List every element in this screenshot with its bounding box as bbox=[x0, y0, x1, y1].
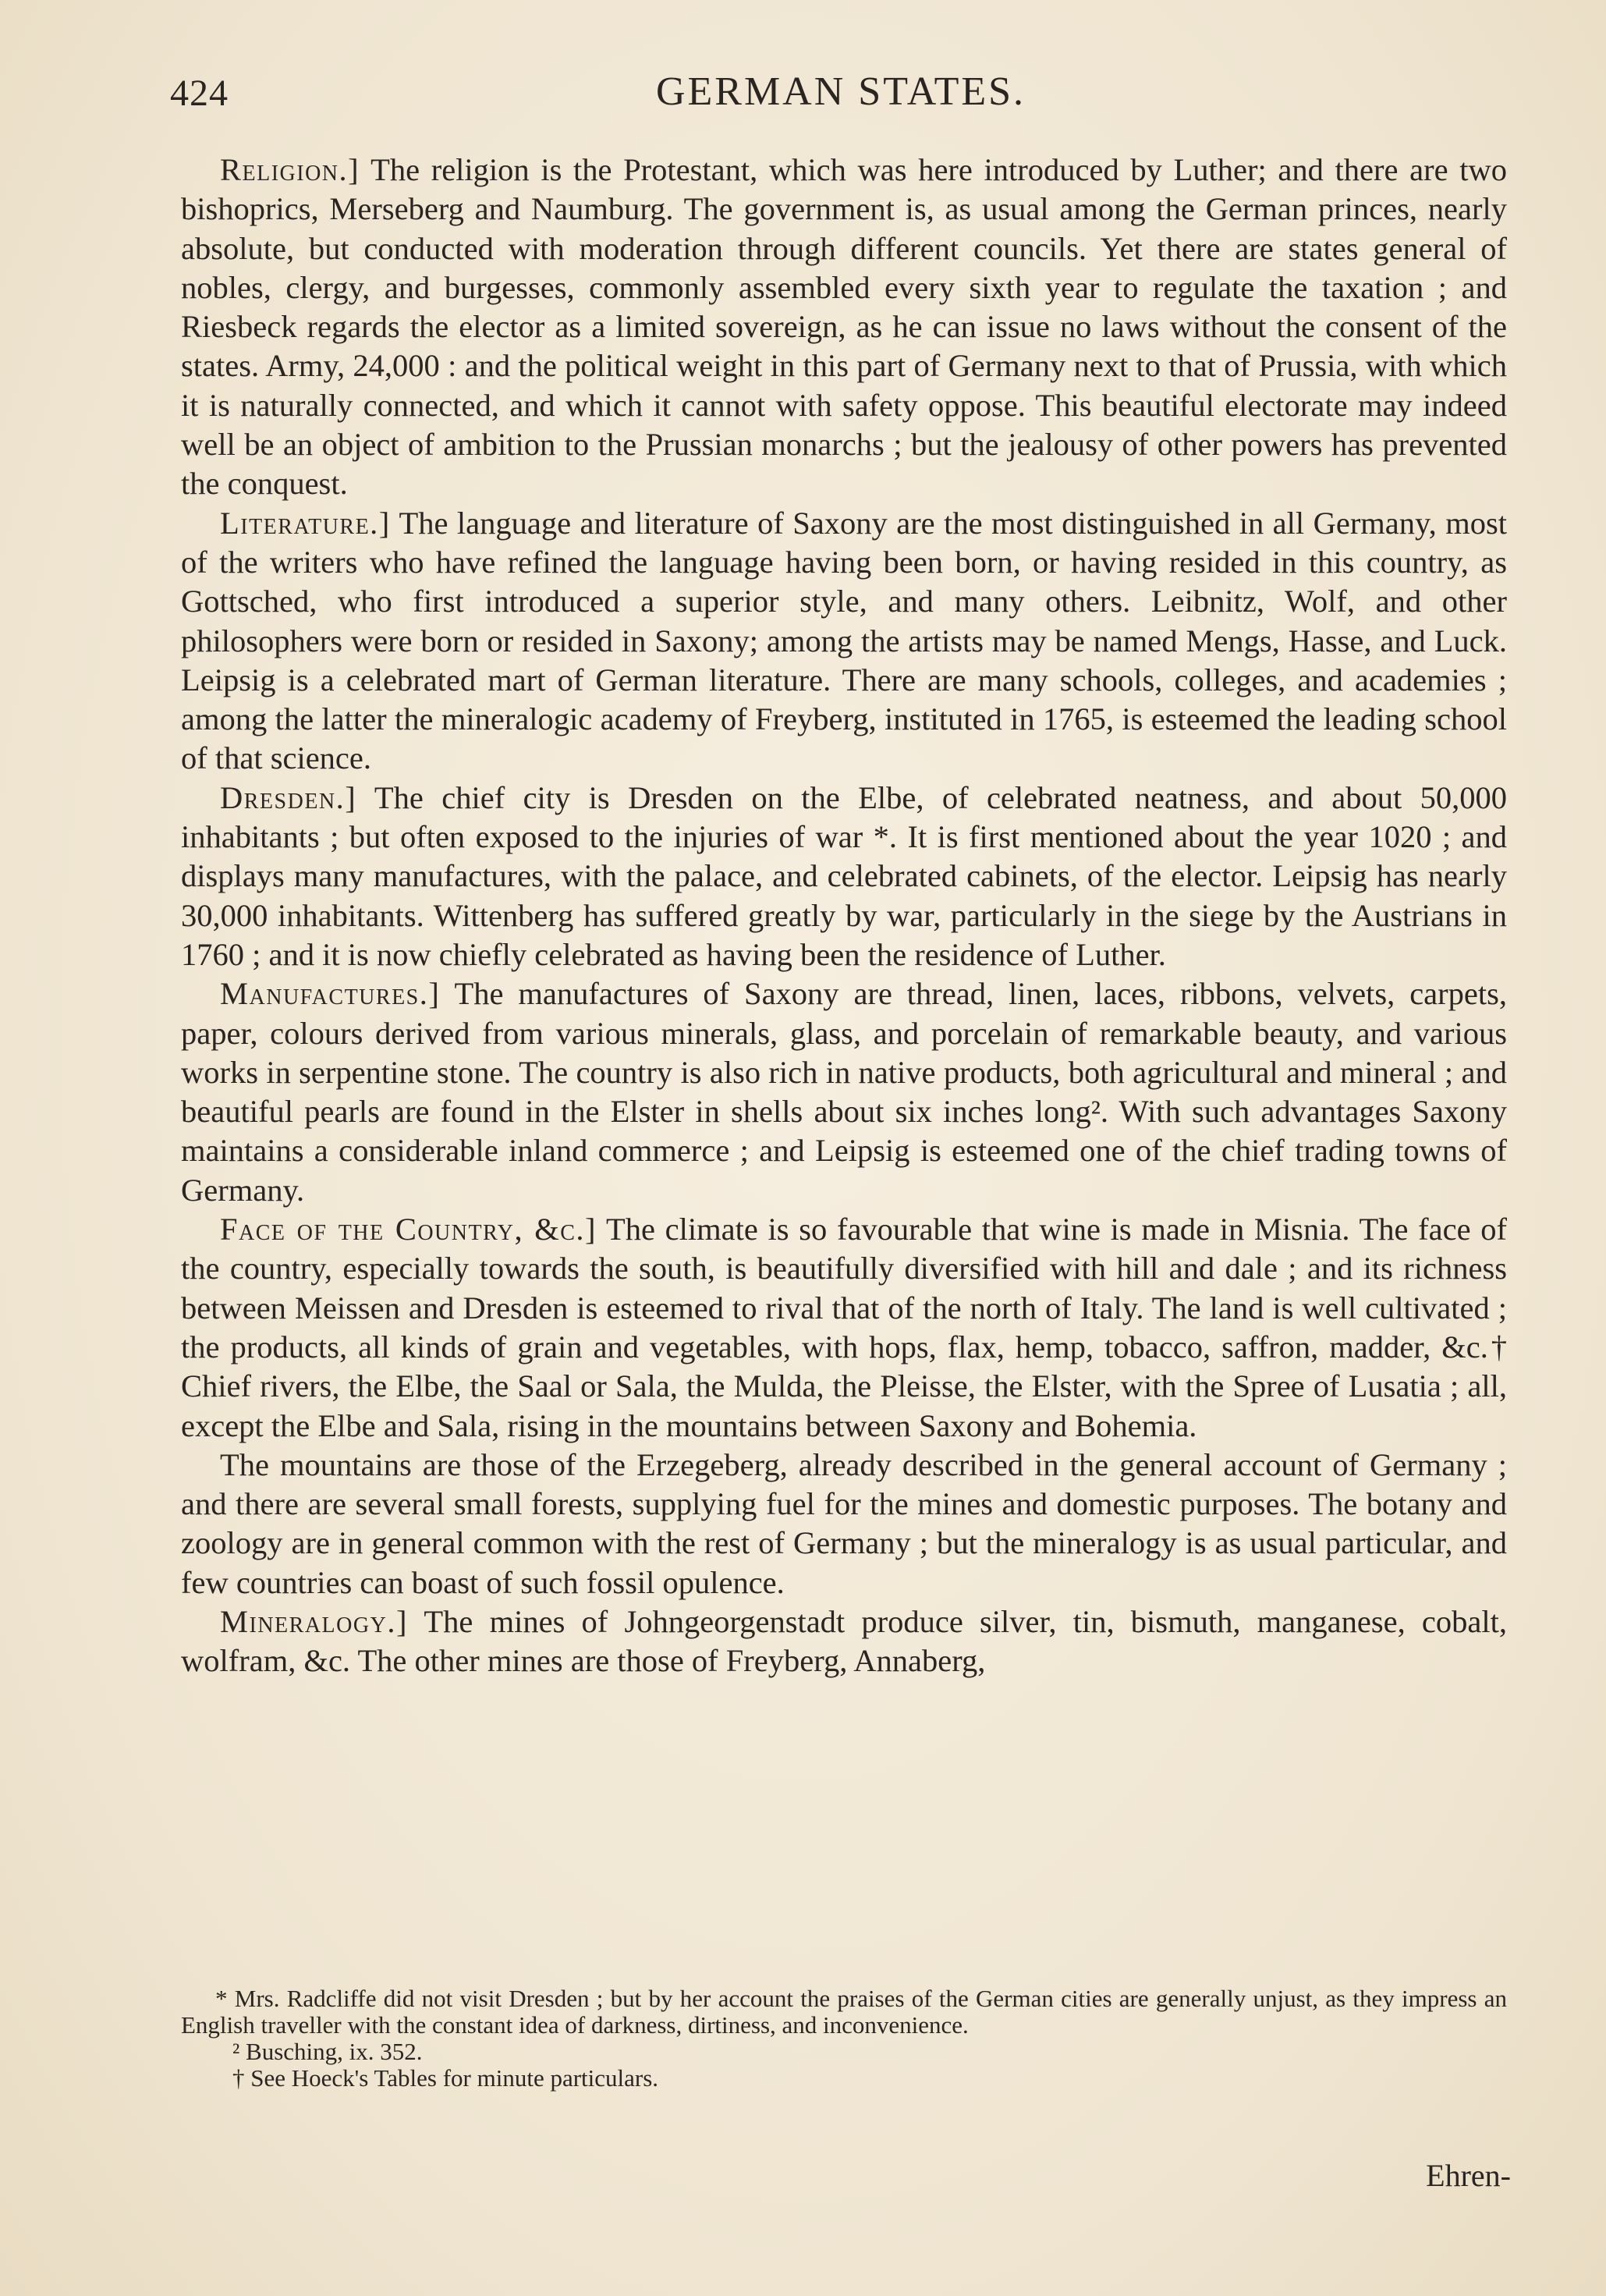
footnote-dagger: † See Hoeck's Tables for minute particulars. bbox=[232, 2064, 659, 2092]
paragraph-religion bbox=[181, 151, 1507, 504]
paragraph-text: The climate is so favourable that wine is made in Misnia. The face of the country, especially towards the south, is beautifully diversified with hill and dale ; and its richness between Meissen and Dresden is esteemed to rival that of the north of Italy. The land is well cultivated ; the products, all kinds of grain and vegetables, with hops, flax, hemp, tobacco, saffron, madder, &c.† Chief rivers, the Elbe, the Saal or Sala, the Mulda, the Pleisse, the Elster, with the Spree of Lusatia ; all, except the Elbe and Sala, rising in the mountains between Saxony and Bohemia. bbox=[181, 1212, 1507, 1443]
page-number: 424 bbox=[170, 73, 229, 114]
section-heading: Dresden.] bbox=[220, 779, 357, 815]
paragraph-manufactures bbox=[181, 974, 1507, 1210]
paragraph-text: The mountains are those of the Erzegeberg, already described in the general account of Germany ; and there are several small forests, supplying fuel for the mines and domestic purposes. The botany and zoology are in general common with the rest of Germany ; but the mineralogy is as usual particular, and few countries can boast of such fossil opulence. bbox=[181, 1446, 1507, 1600]
section-heading: Face of the Country, &c.] bbox=[220, 1212, 597, 1247]
page-header bbox=[170, 69, 1512, 126]
section-heading: Manufactures.] bbox=[220, 976, 441, 1012]
section-heading: Literature.] bbox=[220, 505, 391, 541]
body-text bbox=[181, 151, 1507, 1681]
paragraph-text: The mines of Johngeorgenstadt produce silver, tin, bismuth, manganese, cobalt, wolfram, &c. The other mines are those of Freyberg, Annaberg, bbox=[181, 1603, 1507, 1679]
footnotes bbox=[181, 1985, 1507, 2092]
section-heading: Mineralogy.] bbox=[220, 1603, 408, 1639]
section-heading: Religion.] bbox=[220, 152, 360, 187]
paragraph-text: The language and literature of Saxony are the most distinguished in all Germany, most of the writers who have refined the language having been born, or having resided in this country, as Gottsched, who first introduced a superior style, and many others. Leibnitz, Wolf, and other philosophers were born or resided in Saxony; among the artists may be named Mengs, Hasse, and Luck. Leipsig is a celebrated mart of German literature. There are many schools, colleges, and academies ; among the latter the mineralogic academy of Freyberg, instituted in 1765, is esteemed the leading school of that science. bbox=[181, 505, 1507, 776]
paragraph-mountains bbox=[181, 1446, 1507, 1602]
paragraph-text: The religion is the Protestant, which was here introduced by Luther; and there are two bishoprics, Merseberg and Naumburg. The government is, as usual among the German princes, nearly absolute, but conducted with moderation through different councils. Yet there are states general of nobles, clergy, and burgesses, commonly assembled every sixth year to regulate the taxation ; and Riesbeck regards the elector as a limited sovereign, as he can issue no laws without the consent of the states. Army, 24,000 : and the political weight in this part of Germany next to that of Prussia, with which it is naturally connected, and which it cannot with safety oppose. This beautiful electorate may indeed well be an object of ambition to the Prussian monarchs ; but the jealousy of other powers has prevented the conquest. bbox=[181, 152, 1507, 502]
paragraph-dresden bbox=[181, 779, 1507, 974]
paragraph-face-of-country bbox=[181, 1210, 1507, 1446]
footnote-two: ² Busching, ix. 352. bbox=[232, 2038, 423, 2065]
running-head: GERMAN STATES. bbox=[655, 69, 1026, 114]
paragraph-text: The manufactures of Saxony are thread, linen, laces, ribbons, velvets, carpets, paper, colours derived from various minerals, glass, and porcelain of remarkable beauty, and various works in serpentine stone. The country is also rich in native products, both agricultural and mineral ; and beautiful pearls are found in the Elster in shells about six inches long². With such advantages Saxony maintains a considerable inland commerce ; and Leipsig is esteemed one of the chief trading towns of Germany. bbox=[181, 976, 1507, 1208]
paragraph-literature bbox=[181, 504, 1507, 779]
paragraph-mineralogy bbox=[181, 1602, 1507, 1681]
paragraph-text: The chief city is Dresden on the Elbe, of celebrated neatness, and about 50,000 inhabitants ; but often exposed to the injuries of war *. It is first mentioned about the year 1020 ; and displays many manufactures, with the palace, and celebrated cabinets, of the elector. Leipsig has nearly 30,000 inhabitants. Wittenberg has suffered greatly by war, particularly in the siege by the Austrians in 1760 ; and it is now chiefly celebrated as having been the residence of Luther. bbox=[181, 779, 1507, 972]
footnote-asterisk: * Mrs. Radcliffe did not visit Dresden ; but by her account the praises of the German cities are generally unjust, as they impress an English traveller with the constant idea of darkness, dirtiness, and inconvenience. bbox=[181, 1985, 1507, 2039]
catchword: Ehren- bbox=[1426, 2158, 1511, 2193]
